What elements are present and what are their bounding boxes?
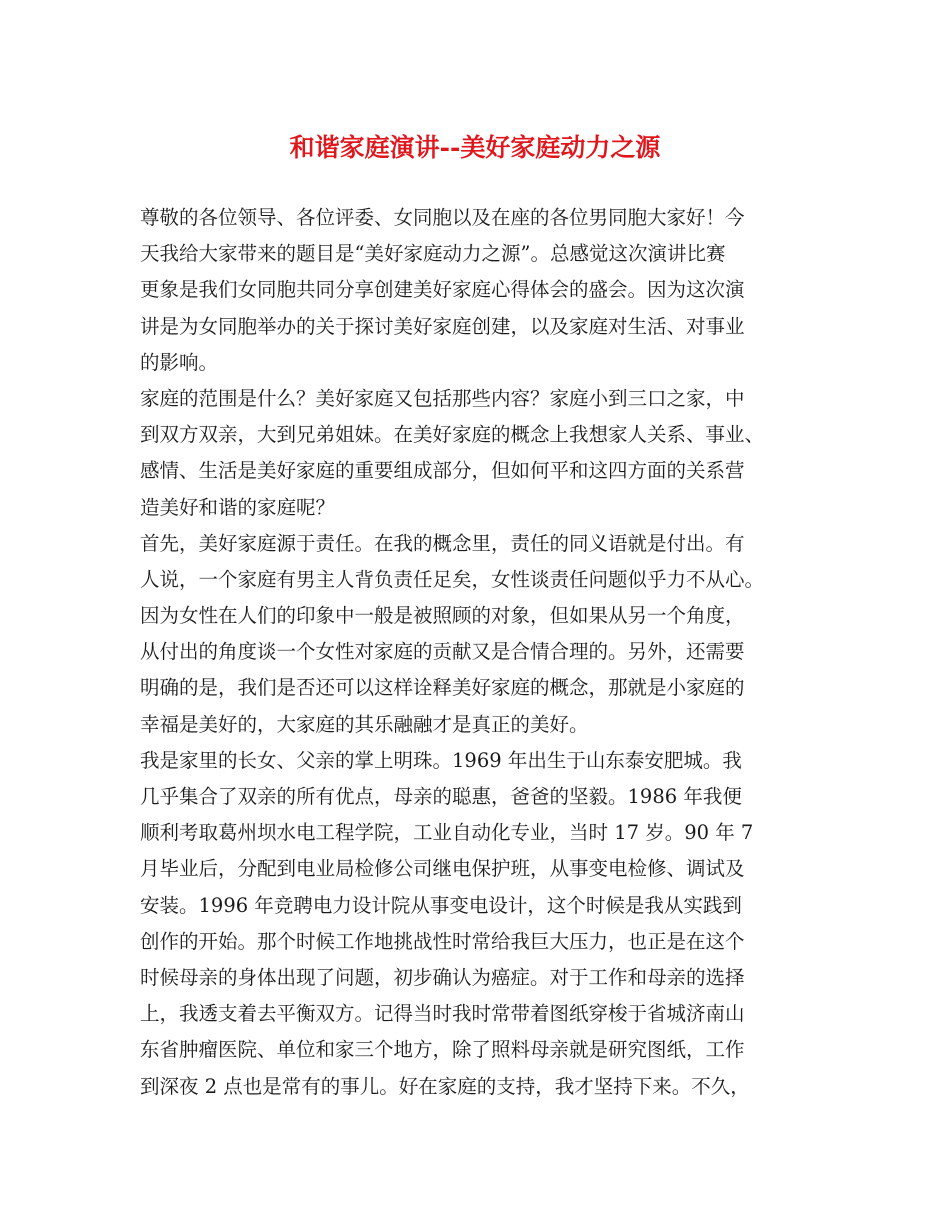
text-line: 家庭的范围是什么？美好家庭又包括那些内容？家庭小到三口之家，中 — [140, 386, 745, 410]
text-line: 尊敬的各位领导、各位评委、女同胞以及在座的各位男同胞大家好！今 — [140, 206, 745, 229]
text-line: 上，我透支着去平衡双方。记得当时我时常带着图纸穿梭于省城济南山 — [140, 1002, 745, 1026]
text-line: 明确的是，我们是否还可以这样诠释美好家庭的概念，那就是小家庭的 — [140, 676, 745, 700]
text-line: 几乎集合了双亲的所有优点，母亲的聪惠，爸爸的坚毅。1986 年我便 — [140, 785, 742, 808]
text-line: 创作的开始。那个时候工作地挑战性时常给我巨大压力，也正是在这个 — [140, 929, 745, 953]
text-line: 造美好和谐的家庭呢？ — [140, 495, 336, 519]
text-line: 到深夜 2 点也是常有的事儿。好在家庭的支持，我才坚持下来。不久， — [140, 1074, 750, 1098]
text-line: 的影响。 — [140, 350, 219, 374]
text-line: 从付出的角度谈一个女性对家庭的贡献又是合情合理的。另外，还需要 — [140, 640, 745, 664]
text-line: 到双方双亲，大到兄弟姐妹。在美好家庭的概念上我想家人关系、事业、 — [140, 423, 765, 447]
document-title: 和谐家庭演讲--美好家庭动力之源 — [289, 133, 661, 162]
text-line: 感情、生活是美好家庭的重要组成部分，但如何平和这四方面的关系营 — [140, 459, 745, 483]
text-line: 天我给大家带来的题目是“美好家庭动力之源”。总感觉这次演讲比赛 — [140, 242, 726, 266]
text-line: 顺利考取葛州坝水电工程学院，工业自动化专业，当时 17 岁。90 年 7 — [140, 821, 754, 845]
text-line: 讲是为女同胞举办的关于探讨美好家庭创建，以及家庭对生活、对事业 — [140, 314, 745, 338]
text-line: 时候母亲的身体出现了问题，初步确认为癌症。对于工作和母亲的选择 — [140, 965, 745, 989]
text-line: 安装。1996 年竞聘电力设计院从事变电设计，这个时候是我从实践到 — [140, 893, 742, 917]
text-line: 更象是我们女同胞共同分享创建美好家庭心得体会的盛会。因为这次演 — [140, 278, 745, 302]
text-line: 幸福是美好的，大家庭的其乐融融才是真正的美好。 — [140, 712, 589, 736]
text-line: 我是家里的长女、父亲的掌上明珠。1969 年出生于山东泰安肥城。我 — [140, 748, 742, 772]
text-line: 人说，一个家庭有男主人背负责任足矣，女性谈责任问题似乎力不从心。 — [140, 567, 765, 591]
document-body — [140, 200, 820, 1105]
text-line: 因为女性在人们的印象中一般是被照顾的对象，但如果从另一个角度， — [140, 604, 745, 628]
text-line: 东省肿瘤医院、单位和家三个地方，除了照料母亲就是研究图纸，工作 — [140, 1038, 745, 1062]
text-line: 首先，美好家庭源于责任。在我的概念里，责任的同义语就是付出。有 — [140, 531, 745, 555]
text-line: 月毕业后，分配到电业局检修公司继电保护班，从事变电检修、调试及 — [140, 857, 745, 881]
